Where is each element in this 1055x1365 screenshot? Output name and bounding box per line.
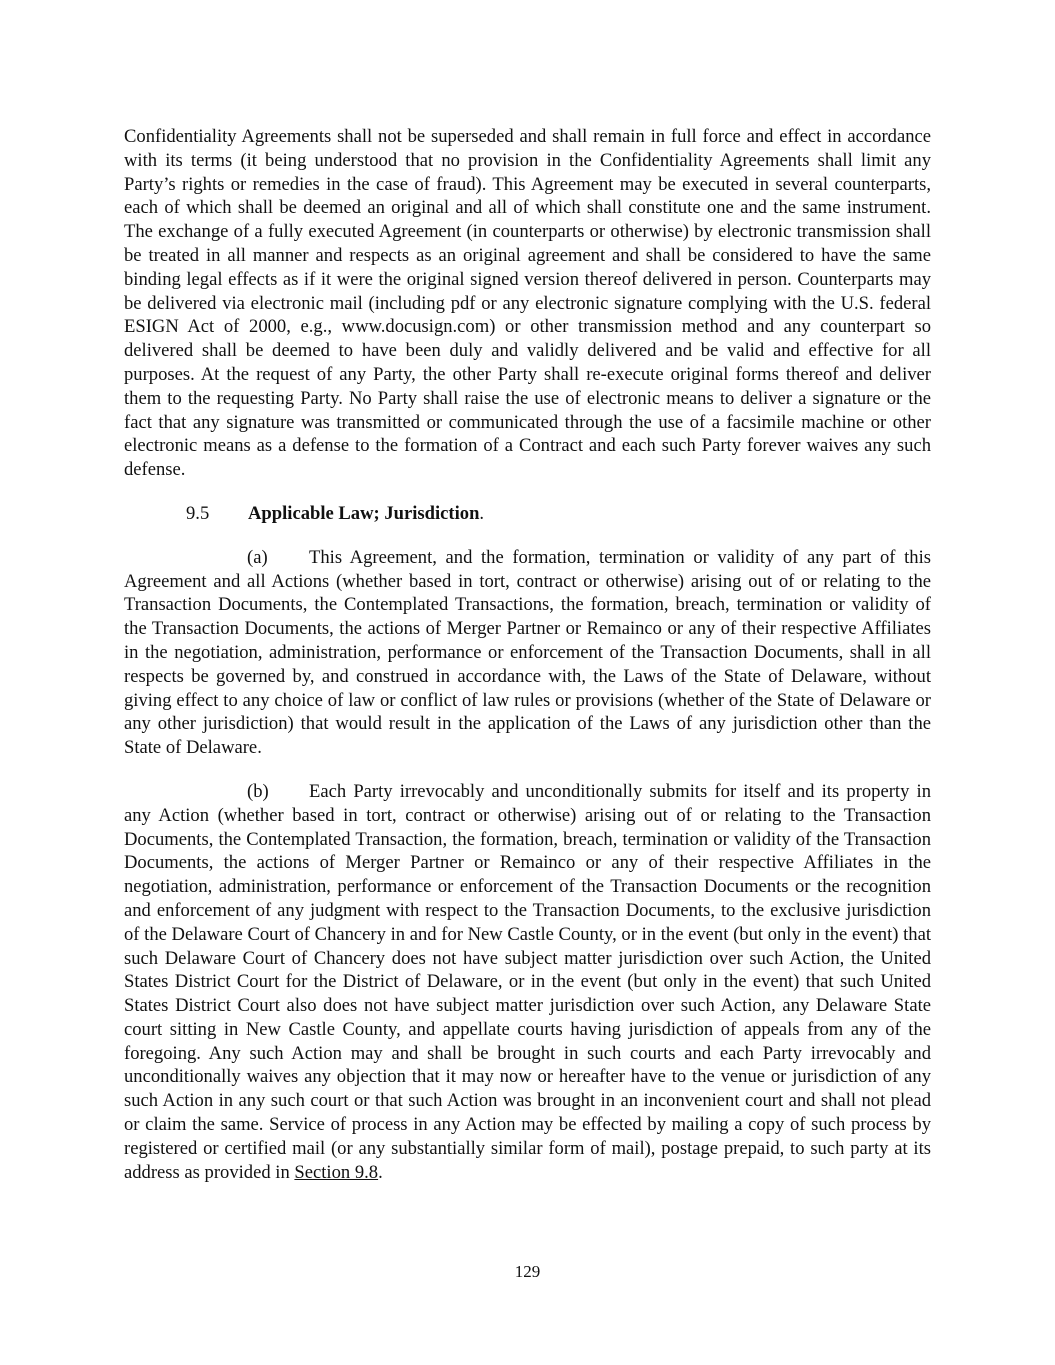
subsection-a bbox=[124, 546, 931, 760]
paragraph-continuation: Confidentiality Agreements shall not be superseded and shall remain in full force and effect in accordance with its terms (it being understood that no provision in the Confidentiality Agreements shall limit any Party’s rights or remedies in the case of fraud). This Agreement may be executed in several counterparts, each of which shall be deemed an original and all of which shall constitute one and the same instrument. The exchange of a fully executed Agreement (in counterparts or otherwise) by electronic transmission shall be treated in all manner and respects as an original agreement and shall be considered to have the same binding legal effects as if it were the original signed version thereof delivered in person. Counterparts may be delivered via electronic mail (including pdf or any electronic signature complying with the U.S. federal ESIGN Act of 2000, e.g., www.docusign.com) or other transmission method and any counterpart so delivered shall be deemed to have been duly and validly delivered and be valid and effective for all purposes. At the request of any Party, the other Party shall re-execute original forms thereof and deliver them to the requesting Party. No Party shall raise the use of electronic means to deliver a signature or the fact that any signature was transmitted or communicated through the use of a facsimile machine or other electronic means as a defense to the formation of a Contract and each such Party forever waives any such defense. bbox=[124, 126, 931, 481]
page-number: 129 bbox=[514, 1262, 541, 1281]
subsection-a-label: (a) bbox=[247, 546, 268, 568]
section-title-period: . bbox=[479, 502, 485, 524]
section-number: 9.5 bbox=[186, 502, 210, 524]
section-title: Applicable Law; Jurisdiction bbox=[248, 502, 480, 524]
subsection-b bbox=[124, 780, 931, 1185]
document-page bbox=[124, 125, 931, 1184]
section-reference-link[interactable]: Section 9.8 bbox=[294, 1161, 379, 1183]
section-heading bbox=[124, 502, 931, 526]
subsection-b-label: (b) bbox=[247, 780, 269, 802]
subsection-a-text: This Agreement, and the formation, termination or validity of any part of this Agreement and all Actions (whether based in tort, contract or otherwise) arising out of or relating to the Transaction Documents, the Contemplated Transactions, the formation, breach, termination or validity of the Transaction Documents, the actions of Merger Partner or Remainco or any of their respective Affiliates in the negotiation, administration, performance or enforcement of the Transaction Documents, shall in all respects be governed by, and construed in accordance with, the Laws of the State of Delaware, without giving effect to any choice of law or conflict of law rules or provisions (whether of the State of Delaware or any other jurisdiction) that would result in the application of the Laws of any jurisdiction other than the State of Delaware. bbox=[124, 546, 931, 759]
subsection-b-end: . bbox=[378, 1161, 383, 1183]
subsection-b-text: Each Party irrevocably and unconditionally submits for itself and its property in any Action (whether based in tort, contract or otherwise) arising out of or relating to the Transaction Documents, the Contemplated Transaction, the formation, breach, termination or validity of the Transaction Documents, the actions of Merger Partner or Remainco or any of their respective Affiliates in the negotiation, administration, performance or enforcement of the Transaction Documents or the recognition and enforcement of any judgment with respect to the Transaction Documents, to the exclusive jurisdiction of the Delaware Court of Chancery in and for New Castle County, or in the event (but only in the event) that such Delaware Court of Chancery does not have subject matter jurisdiction over such Action, the United States District Court for the District of Delaware, or in the event (but only in the event) that such United States District Court also does not have subject matter jurisdiction over such Action, any Delaware State court sitting in New Castle County, and appellate courts having jurisdiction of appeals from any of the foregoing. Any such Action may and shall be brought in such courts and each Party irrevocably and unconditionally waives any objection that it may now or hereafter have to the venue or jurisdiction of any such Action in any such court or that such Action was brought in an inconvenient court and shall not plead or claim the same. Service of process in any Action may be effected by mailing a copy of such process by registered or certified mail (or any substantially similar form of mail), postage prepaid, to such party at its address as provided in bbox=[124, 780, 931, 1183]
